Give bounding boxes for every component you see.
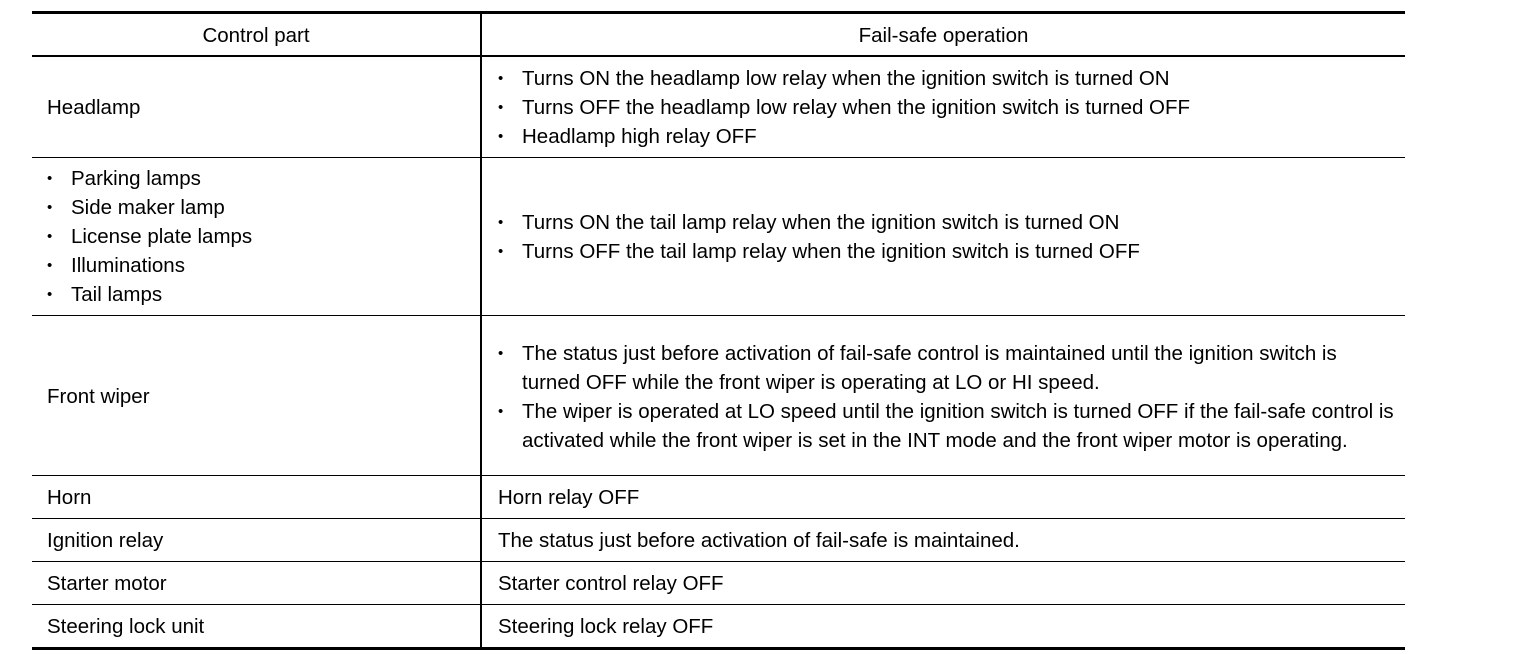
list-item: • License plate lamps [47, 222, 470, 251]
table-row [32, 519, 1405, 562]
table-body [32, 56, 1405, 649]
operation-list [498, 64, 1395, 151]
operation-cell: Steering lock relay OFF [481, 605, 1405, 649]
operation-cell: The status just before activation of fail-safe is maintained. [481, 519, 1405, 562]
control-part-cell: Ignition relay [32, 519, 481, 562]
table-row [32, 158, 1405, 316]
operation-cell [481, 158, 1405, 316]
list-item: • The status just before activation of fail-safe control is maintained until the ignition switch is turned OFF while the front wiper is operating at LO or HI speed. [498, 339, 1395, 397]
list-item: • Turns ON the tail lamp relay when the ignition switch is turned ON [498, 208, 1395, 237]
list-item: • Headlamp high relay OFF [498, 122, 1395, 151]
table-row [32, 562, 1405, 605]
control-part-list [47, 164, 470, 309]
list-item: • Tail lamps [47, 280, 470, 309]
list-item: • Turns ON the headlamp low relay when the ignition switch is turned ON [498, 64, 1395, 93]
table-row [32, 476, 1405, 519]
operation-cell: Starter control relay OFF [481, 562, 1405, 605]
list-item: • Turns OFF the tail lamp relay when the ignition switch is turned OFF [498, 237, 1395, 266]
operation-list [498, 339, 1395, 455]
control-part-cell [32, 158, 481, 316]
operation-cell [481, 56, 1405, 158]
operation-cell: Horn relay OFF [481, 476, 1405, 519]
fail-safe-table [32, 11, 1405, 650]
table-header [32, 13, 1405, 57]
control-part-cell: Starter motor [32, 562, 481, 605]
table-row [32, 316, 1405, 476]
table-row [32, 56, 1405, 158]
list-item: • Turns OFF the headlamp low relay when the ignition switch is turned OFF [498, 93, 1395, 122]
header-row [32, 13, 1405, 57]
list-item: • Side maker lamp [47, 193, 470, 222]
control-part-cell: Horn [32, 476, 481, 519]
fail-safe-table-container [32, 11, 1405, 650]
control-part-cell: Headlamp [32, 56, 481, 158]
operation-list [498, 208, 1395, 266]
control-part-cell: Steering lock unit [32, 605, 481, 649]
list-item: • Parking lamps [47, 164, 470, 193]
list-item: • The wiper is operated at LO speed until the ignition switch is turned OFF if the fail-safe control is activated while the front wiper is set in the INT mode and the front wiper motor is operating. [498, 397, 1395, 455]
table-row [32, 605, 1405, 649]
list-item: • Illuminations [47, 251, 470, 280]
header-control-part: Control part [32, 13, 481, 57]
header-fail-safe-operation: Fail-safe operation [481, 13, 1405, 57]
control-part-cell: Front wiper [32, 316, 481, 476]
operation-cell [481, 316, 1405, 476]
